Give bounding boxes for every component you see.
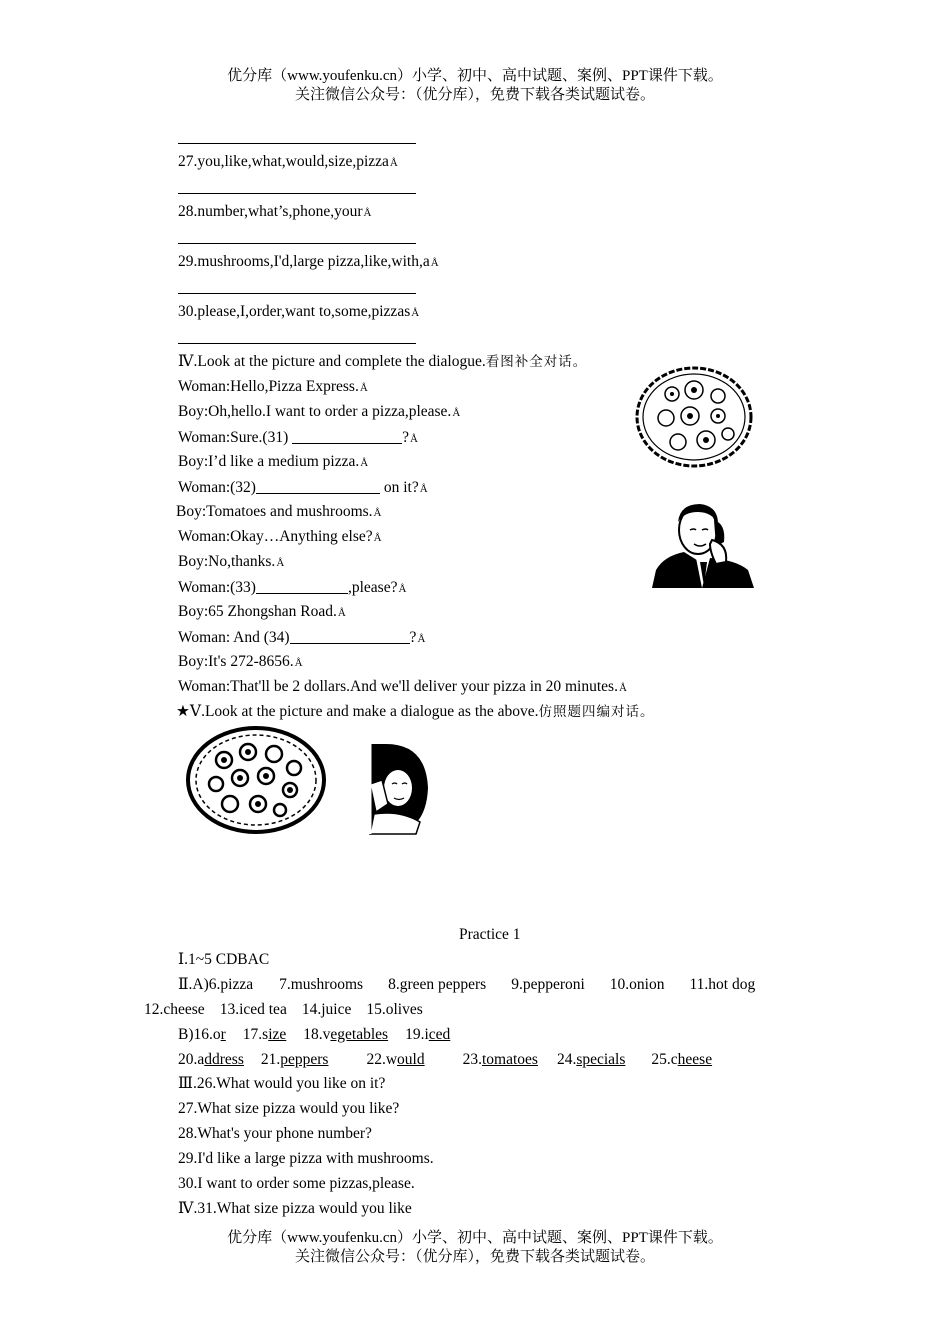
question-27: 27.you,like,what,would,size,pizzaÅ <box>178 153 398 170</box>
dialogue-line-4: Boy:I’d like a medium pizza.Å <box>178 453 369 470</box>
answer-29: 29.I'd like a large pizza with mushrooms. <box>178 1150 434 1167</box>
dialogue-line-12: Boy:It's 272-8656.Å <box>178 653 303 670</box>
answer-31: Ⅳ.31.What size pizza would you like <box>178 1200 412 1217</box>
question-30: 30.please,I,order,want to,some,pizzasÅ <box>178 303 420 320</box>
dialogue-line-2: Boy:Oh,hello.I want to order a pizza,please.Å <box>178 403 461 420</box>
answer-2-a-line: Ⅱ.A)6.pizza 7.mushrooms 8.green peppers 9.pepperoni 10.onion 11.hot dog <box>178 976 756 993</box>
dialogue-line-11: Woman: And (34) ?Å <box>178 629 426 646</box>
pizza-image-2 <box>184 724 328 836</box>
dialogue-line-1: Woman:Hello,Pizza Express.Å <box>178 378 368 395</box>
footer-line-1: 优分库（www.youfenku.cn）小学、初中、高中试题、案例、PPT课件下载。 <box>227 1230 723 1246</box>
answer-line-30 <box>178 343 416 344</box>
answer-28: 28.What's your phone number? <box>178 1125 372 1142</box>
dialogue-line-10: Boy:65 Zhongshan Road.Å <box>178 603 346 620</box>
pizza-image-1 <box>632 364 756 470</box>
woman-on-phone-image <box>366 744 430 836</box>
answer-1: Ⅰ.1~5 CDBAC <box>178 951 270 968</box>
blank-33[interactable] <box>256 577 348 594</box>
answer-line-28 <box>178 243 416 244</box>
dialogue-line-5: Woman:(32) on it?Å <box>178 479 428 496</box>
answer-line-26 <box>178 143 416 144</box>
footer-line-2: 关注微信公众号：（优分库），免费下载各类试题试卷。 <box>294 1249 655 1265</box>
answer-26: Ⅲ.26.What would you like on it? <box>178 1075 386 1092</box>
dialogue-line-3: Woman:Sure.(31) ?Å <box>178 429 418 446</box>
question-28: 28.number,what’s,phone,yourÅ <box>178 203 372 220</box>
blank-34[interactable] <box>290 627 410 644</box>
question-29: 29.mushrooms,I'd,large pizza,like,with,aÅ <box>178 253 439 270</box>
answer-line-29 <box>178 293 416 294</box>
blank-32[interactable] <box>256 477 380 494</box>
dialogue-line-13: Woman:That'll be 2 dollars.And we'll deliver your pizza in 20 minutes.Å <box>178 678 627 695</box>
man-on-phone-image <box>650 500 756 588</box>
header-line-2: 关注微信公众号：（优分库），免费下载各类试题试卷。 <box>294 87 655 103</box>
answer-2-c-line: 20.address 21.peppers 22.would 23.tomatoes 24.specials 25.cheese <box>178 1051 713 1068</box>
blank-31[interactable] <box>292 427 402 444</box>
header-line-1: 优分库（www.youfenku.cn）小学、初中、高中试题、案例、PPT课件下载。 <box>227 68 723 84</box>
answer-2-a-line-2: 12.cheese 13.iced tea 14.juice 15.olives <box>144 1001 423 1018</box>
answer-key-title: Practice 1 <box>459 926 521 943</box>
answer-2-b-line: B)16.or 17.size 18.vegetables 19.iced <box>178 1026 451 1043</box>
answer-30: 30.I want to order some pizzas,please. <box>178 1175 415 1192</box>
dialogue-line-9: Woman:(33) ,please?Å <box>178 579 407 596</box>
dialogue-line-7: Woman:Okay…Anything else?Å <box>178 528 382 545</box>
section-4-title: Ⅳ.Look at the picture and complete the dialogue.看图补全对话。 <box>178 353 588 370</box>
dialogue-line-8: Boy:No,thanks.Å <box>178 553 285 570</box>
section-5-title: ★Ⅴ.Look at the picture and make a dialogue as the above.仿照题四编对话。 <box>176 703 655 720</box>
answer-27: 27.What size pizza would you like? <box>178 1100 400 1117</box>
dialogue-line-6: Boy:Tomatoes and mushrooms.Å <box>176 503 382 520</box>
answer-line-27 <box>178 193 416 194</box>
